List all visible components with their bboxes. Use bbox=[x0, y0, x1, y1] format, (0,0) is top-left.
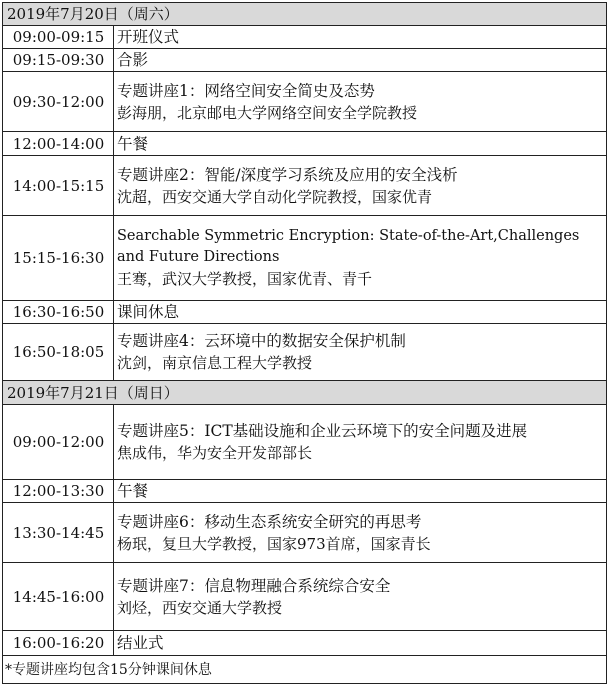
session-row bbox=[3, 216, 607, 301]
session-row bbox=[3, 480, 607, 503]
session-topic: 专题讲座2：智能/深度学习系统及应用的安全浅析 bbox=[117, 165, 458, 184]
session-row bbox=[3, 405, 607, 480]
session-time: 09:00-09:15 bbox=[3, 26, 114, 49]
session-row bbox=[3, 301, 607, 324]
session-details bbox=[114, 49, 607, 72]
session-details bbox=[114, 503, 607, 563]
session-time: 14:45-16:00 bbox=[3, 563, 114, 631]
footnote-row bbox=[3, 656, 607, 684]
session-topic: 结业式 bbox=[117, 634, 164, 652]
session-row bbox=[3, 563, 607, 631]
session-topic: 课间休息 bbox=[117, 303, 180, 321]
schedule-body bbox=[3, 3, 607, 684]
session-time: 09:00-12:00 bbox=[3, 405, 114, 480]
session-row bbox=[3, 132, 607, 156]
session-topic: 专题讲座4：云环境中的数据安全保护机制 bbox=[117, 332, 406, 350]
session-topic: 午餐 bbox=[117, 134, 149, 153]
session-details bbox=[114, 480, 607, 503]
day-header-row bbox=[3, 3, 607, 26]
session-speaker: 刘烃，西安交通大学教授 bbox=[117, 598, 283, 617]
session-details bbox=[114, 563, 607, 631]
session-time: 14:00-15:15 bbox=[3, 156, 114, 216]
session-row bbox=[3, 26, 607, 49]
session-time: 09:15-09:30 bbox=[3, 49, 114, 72]
session-speaker: 沈超，西安交通大学自动化学院教授，国家优青 bbox=[117, 187, 433, 206]
session-speaker: 王骞，武汉大学教授，国家优青、青千 bbox=[117, 270, 373, 288]
session-details bbox=[114, 156, 607, 216]
session-details bbox=[114, 301, 607, 324]
session-row bbox=[3, 49, 607, 72]
session-details bbox=[114, 631, 607, 656]
session-topic: 专题讲座1：网络空间安全简史及态势 bbox=[117, 81, 375, 100]
session-topic: 专题讲座5：ICT基础设施和企业云环境下的安全问题及进展 bbox=[117, 422, 528, 440]
day-header: 2019年7月21日（周日） bbox=[3, 381, 607, 405]
session-topic: 开班仪式 bbox=[117, 28, 180, 46]
session-details bbox=[114, 405, 607, 480]
session-time: 13:30-14:45 bbox=[3, 503, 114, 563]
session-details bbox=[114, 216, 607, 301]
session-time: 16:30-16:50 bbox=[3, 301, 114, 324]
session-details bbox=[114, 26, 607, 49]
session-topic: 午餐 bbox=[117, 482, 149, 500]
session-row bbox=[3, 72, 607, 132]
schedule-table bbox=[2, 2, 607, 684]
session-row bbox=[3, 631, 607, 656]
session-topic: 合影 bbox=[117, 51, 149, 69]
schedule-container bbox=[2, 2, 606, 684]
session-speaker: 杨珉，复旦大学教授，国家973首席，国家青长 bbox=[117, 534, 431, 553]
session-row bbox=[3, 156, 607, 216]
session-topic: 专题讲座6：移动生态系统安全研究的再思考 bbox=[117, 512, 422, 531]
session-time: 12:00-14:00 bbox=[3, 132, 114, 156]
session-time: 15:15-16:30 bbox=[3, 216, 114, 301]
session-time: 12:00-13:30 bbox=[3, 480, 114, 503]
day-header-row bbox=[3, 381, 607, 405]
session-details bbox=[114, 72, 607, 132]
session-time: 16:00-16:20 bbox=[3, 631, 114, 656]
session-topic: Searchable Symmetric Encryption: State-of-the-Art,Challenges and Future Directions bbox=[117, 228, 580, 265]
day-header: 2019年7月20日（周六） bbox=[3, 3, 607, 26]
session-row bbox=[3, 503, 607, 563]
session-speaker: 彭海朋，北京邮电大学网络空间安全学院教授 bbox=[117, 103, 418, 122]
session-row bbox=[3, 324, 607, 381]
session-details bbox=[114, 132, 607, 156]
session-topic: 专题讲座7：信息物理融合系统综合安全 bbox=[117, 576, 391, 595]
session-time: 09:30-12:00 bbox=[3, 72, 114, 132]
session-details bbox=[114, 324, 607, 381]
footnote: *专题讲座均包含15分钟课间休息 bbox=[3, 656, 607, 684]
session-speaker: 焦成伟，华为安全开发部部长 bbox=[117, 444, 313, 462]
session-speaker: 沈剑，南京信息工程大学教授 bbox=[117, 354, 313, 372]
session-time: 16:50-18:05 bbox=[3, 324, 114, 381]
